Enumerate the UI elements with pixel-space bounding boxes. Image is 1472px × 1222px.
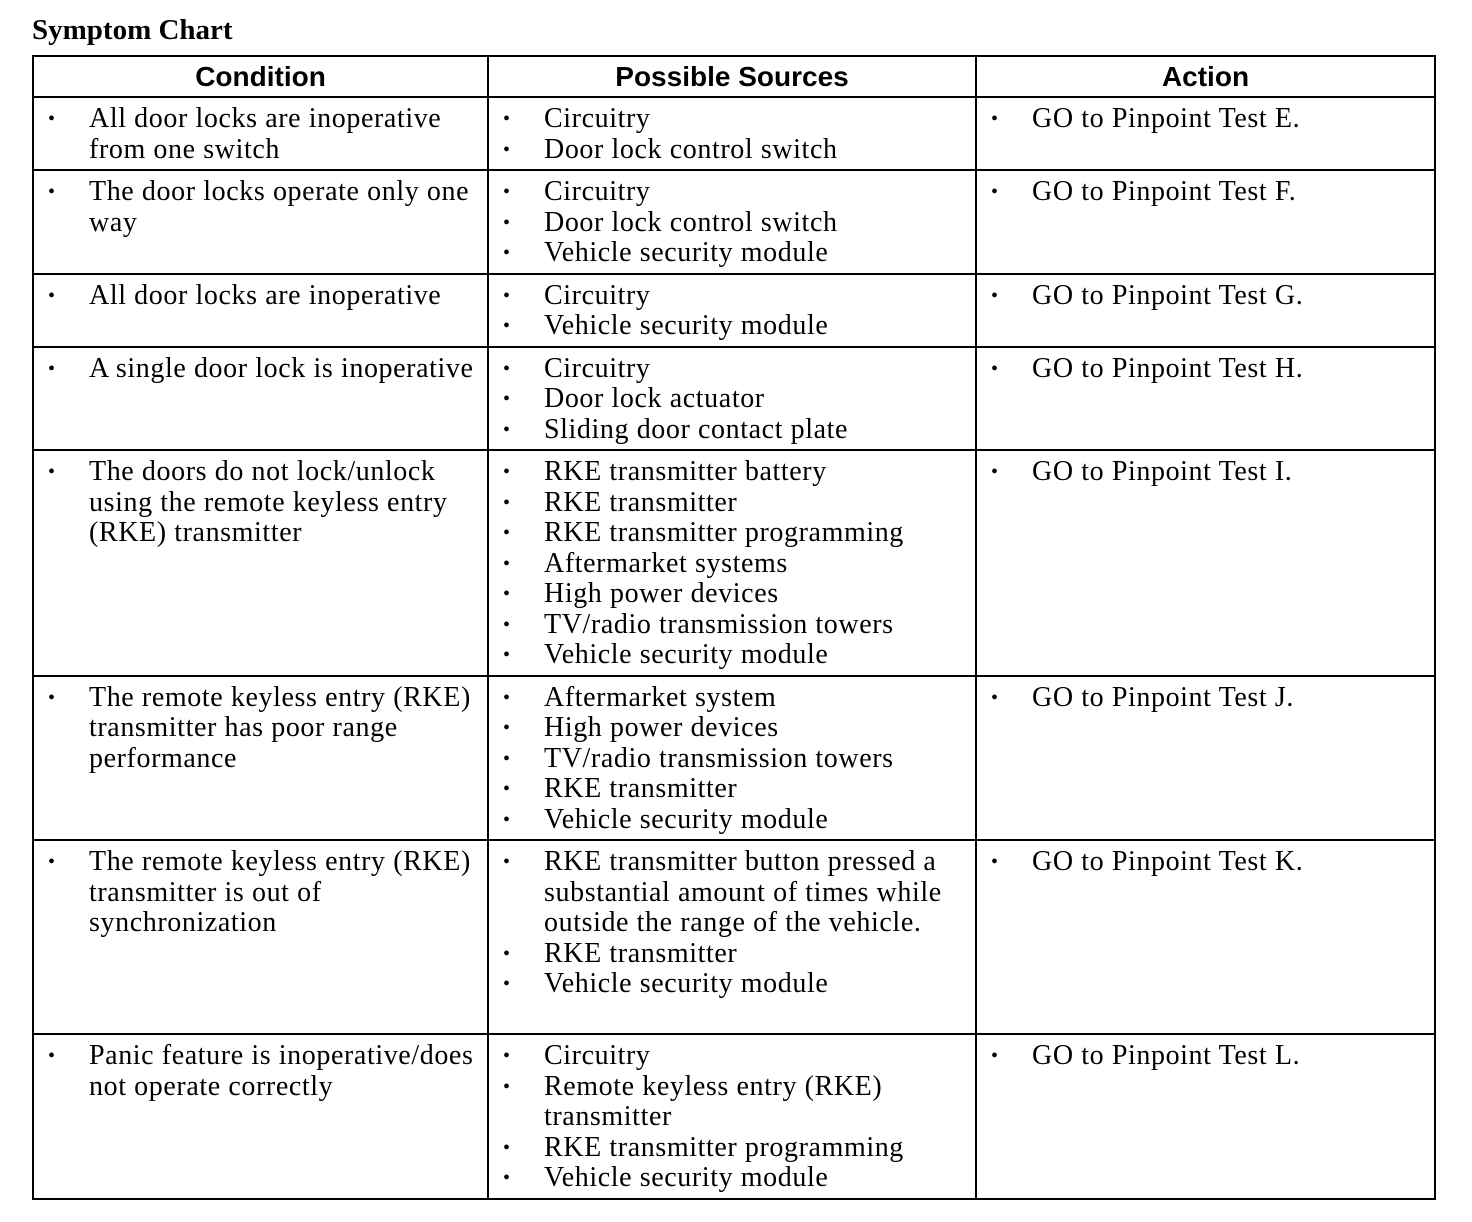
source-item: • Remote keyless entry (RKE) transmitter xyxy=(489,1072,975,1133)
source-item: • Door lock control switch xyxy=(489,135,975,166)
action-text: • GO to Pinpoint Test J. xyxy=(977,683,1434,714)
condition-cell xyxy=(33,347,488,451)
source-item: • Vehicle security module xyxy=(489,805,975,836)
source-item: • Circuitry xyxy=(489,104,975,135)
source-item: • RKE transmitter xyxy=(489,774,975,805)
action-cell xyxy=(976,1034,1435,1199)
condition-cell xyxy=(33,1034,488,1199)
condition-text: • All door locks are inoperative xyxy=(34,281,487,312)
source-item: • TV/radio transmission towers xyxy=(489,744,975,775)
action-text: • GO to Pinpoint Test E. xyxy=(977,104,1434,135)
source-item: • RKE transmitter xyxy=(489,939,975,970)
source-item: • Vehicle security module xyxy=(489,238,975,269)
condition-text: • The door locks operate only one way xyxy=(34,177,487,238)
source-item: • Vehicle security module xyxy=(489,311,975,342)
column-header-action: Action xyxy=(976,56,1435,97)
source-item: • Circuitry xyxy=(489,354,975,385)
condition-text: • The remote keyless entry (RKE) transmitter has poor range performance xyxy=(34,683,487,775)
action-text: • GO to Pinpoint Test G. xyxy=(977,281,1434,312)
source-item: • RKE transmitter battery xyxy=(489,457,975,488)
action-text: • GO to Pinpoint Test L. xyxy=(977,1041,1434,1072)
sources-cell xyxy=(488,840,976,1034)
condition-text: • The remote keyless entry (RKE) transmitter is out of synchronization xyxy=(34,847,487,939)
source-item: • TV/radio transmission towers xyxy=(489,610,975,641)
condition-cell xyxy=(33,450,488,676)
table-header-row xyxy=(33,56,1435,97)
condition-cell xyxy=(33,170,488,274)
source-item: • Circuitry xyxy=(489,177,975,208)
table-row xyxy=(33,274,1435,347)
table-row xyxy=(33,1034,1435,1199)
action-cell xyxy=(976,274,1435,347)
condition-cell xyxy=(33,676,488,841)
condition-cell xyxy=(33,840,488,1034)
table-row xyxy=(33,97,1435,170)
source-item: • High power devices xyxy=(489,713,975,744)
action-text: • GO to Pinpoint Test K. xyxy=(977,847,1434,878)
condition-cell xyxy=(33,97,488,170)
sources-cell xyxy=(488,274,976,347)
action-cell xyxy=(976,676,1435,841)
source-item: • RKE transmitter xyxy=(489,488,975,519)
source-item: • Vehicle security module xyxy=(489,640,975,671)
source-item: • Aftermarket systems xyxy=(489,549,975,580)
condition-cell xyxy=(33,274,488,347)
source-item: • RKE transmitter programming xyxy=(489,518,975,549)
column-header-possible-sources: Possible Sources xyxy=(488,56,976,97)
condition-text: • All door locks are inoperative from one switch xyxy=(34,104,487,165)
source-item: • Vehicle security module xyxy=(489,969,975,1000)
symptom-chart-table xyxy=(32,55,1436,1200)
column-header-condition: Condition xyxy=(33,56,488,97)
table-row xyxy=(33,450,1435,676)
source-item: • Door lock control switch xyxy=(489,208,975,239)
source-item: • Door lock actuator xyxy=(489,384,975,415)
sources-cell xyxy=(488,1034,976,1199)
action-text: • GO to Pinpoint Test F. xyxy=(977,177,1434,208)
table-row xyxy=(33,347,1435,451)
condition-text: • Panic feature is inoperative/does not operate correctly xyxy=(34,1041,487,1102)
action-text: • GO to Pinpoint Test I. xyxy=(977,457,1434,488)
source-item: • Circuitry xyxy=(489,1041,975,1072)
source-item: • RKE transmitter programming xyxy=(489,1133,975,1164)
sources-cell xyxy=(488,97,976,170)
source-item: • Circuitry xyxy=(489,281,975,312)
source-item: • Aftermarket system xyxy=(489,683,975,714)
source-item: • High power devices xyxy=(489,579,975,610)
table-row xyxy=(33,170,1435,274)
action-cell xyxy=(976,840,1435,1034)
condition-text: • The doors do not lock/unlock using the remote keyless entry (RKE) transmitter xyxy=(34,457,487,549)
sources-cell xyxy=(488,170,976,274)
source-item: • Sliding door contact plate xyxy=(489,415,975,446)
sources-cell xyxy=(488,347,976,451)
sources-cell xyxy=(488,450,976,676)
action-cell xyxy=(976,170,1435,274)
action-cell xyxy=(976,347,1435,451)
action-cell xyxy=(976,450,1435,676)
page-title: Symptom Chart xyxy=(32,14,233,46)
action-text: • GO to Pinpoint Test H. xyxy=(977,354,1434,385)
action-cell xyxy=(976,97,1435,170)
table-row xyxy=(33,840,1435,1034)
source-item: • Vehicle security module xyxy=(489,1163,975,1194)
condition-text: • A single door lock is inoperative xyxy=(34,354,487,385)
table-row xyxy=(33,676,1435,841)
sources-cell xyxy=(488,676,976,841)
source-item: • RKE transmitter button pressed a substantial amount of times while outside the range of the vehicle. xyxy=(489,847,975,939)
